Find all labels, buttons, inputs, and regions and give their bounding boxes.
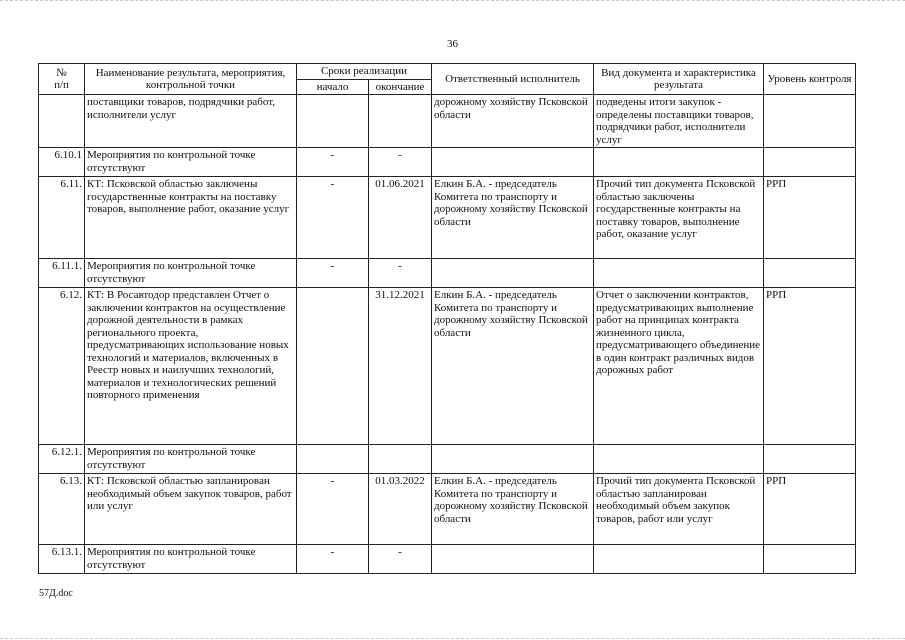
row-responsible [432,148,594,177]
row-end: - [369,545,432,574]
row-name: КТ: В Росавтодор представлен Отчет о заключении контрактов на осуществление дорожной деятельности в рамках регионального проекта, предусматривающих использование новых технологий и материалов, включенных в Реестр новых и наилучших технологий, материалов и технологических решений повторного применения [85,288,297,445]
row-level [764,95,856,148]
row-num: 6.10.1 [39,148,85,177]
row-end: - [369,148,432,177]
row-level [764,259,856,288]
results-table [38,63,856,574]
row-end: 31.12.2021 [369,288,432,445]
row-end: 01.03.2022 [369,474,432,545]
row-start: - [297,259,369,288]
row-name: Мероприятия по контрольной точке отсутствуют [85,259,297,288]
row-start [297,95,369,148]
row-num: 6.12.1. [39,445,85,474]
row-level: РРП [764,474,856,545]
row-level [764,545,856,574]
row-start [297,288,369,445]
table-row [39,259,856,288]
row-level [764,445,856,474]
row-start: - [297,474,369,545]
row-doc [594,148,764,177]
row-name: КТ: Псковской областью запланирован необходимый объем закупок товаров, работ или услуг [85,474,297,545]
header-terms: Сроки реализации [297,64,432,80]
header-start: начало [297,79,369,95]
row-end: - [369,259,432,288]
header-num: № п/п [39,64,85,95]
table-row [39,95,856,148]
table-row [39,177,856,259]
row-name: КТ: Псковской областью заключены государственные контракты на поставку товаров, выполнение работ, оказание услуг [85,177,297,259]
page-number: 36 [447,38,458,50]
row-num: 6.11.1. [39,259,85,288]
row-responsible [432,259,594,288]
row-start: - [297,148,369,177]
row-end [369,95,432,148]
row-num [39,95,85,148]
row-start: - [297,545,369,574]
row-end [369,445,432,474]
table-header [39,64,856,95]
scan-edge-top [0,0,905,7]
row-name: поставщики товаров, подрядчики работ, исполнители услуг [85,95,297,148]
table-row [39,474,856,545]
row-end: 01.06.2021 [369,177,432,259]
header-end: окончание [369,79,432,95]
row-doc [594,545,764,574]
row-doc: Прочий тип документа Псковской областью запланирован необходимый объем закупок товаров, работ или услуг [594,474,764,545]
row-responsible: Елкин Б.А. - председатель Комитета по транспорту и дорожному хозяйству Псковской области [432,288,594,445]
header-responsible: Ответственный исполнитель [432,64,594,95]
row-start [297,445,369,474]
footer-filename: 57Д.doc [39,588,73,599]
header-level: Уровень контроля [764,64,856,95]
row-num: 6.13. [39,474,85,545]
table-row [39,288,856,445]
row-level: РРП [764,177,856,259]
header-doc-type: Вид документа и характеристика результата [594,64,764,95]
row-level [764,148,856,177]
table-row [39,445,856,474]
row-num: 6.12. [39,288,85,445]
row-level: РРП [764,288,856,445]
row-num: 6.11. [39,177,85,259]
scan-edge-bottom [0,632,905,639]
row-responsible [432,445,594,474]
row-responsible: дорожному хозяйству Псковской области [432,95,594,148]
row-doc [594,445,764,474]
row-responsible [432,545,594,574]
row-start: - [297,177,369,259]
row-doc: Прочий тип документа Псковской областью заключены государственные контракты на поставку товаров, выполнение работ, оказание услуг [594,177,764,259]
row-doc: подведены итоги закупок - определены поставщики товаров, подрядчики работ, исполнители услуг [594,95,764,148]
row-name: Мероприятия по контрольной точке отсутствуют [85,445,297,474]
row-doc: Отчет о заключении контрактов, предусматривающих выполнение работ на принципах контракта жизненного цикла, предусматривающего объединение в один контракт различных видов дорожных работ [594,288,764,445]
row-name: Мероприятия по контрольной точке отсутствуют [85,545,297,574]
row-name: Мероприятия по контрольной точке отсутствуют [85,148,297,177]
row-doc [594,259,764,288]
row-responsible: Елкин Б.А. - председатель Комитета по транспорту и дорожному хозяйству Псковской области [432,474,594,545]
row-responsible: Елкин Б.А. - председатель Комитета по транспорту и дорожному хозяйству Псковской области [432,177,594,259]
header-name: Наименование результата, мероприятия, контрольной точки [85,64,297,95]
table-row [39,545,856,574]
table-row [39,148,856,177]
row-num: 6.13.1. [39,545,85,574]
